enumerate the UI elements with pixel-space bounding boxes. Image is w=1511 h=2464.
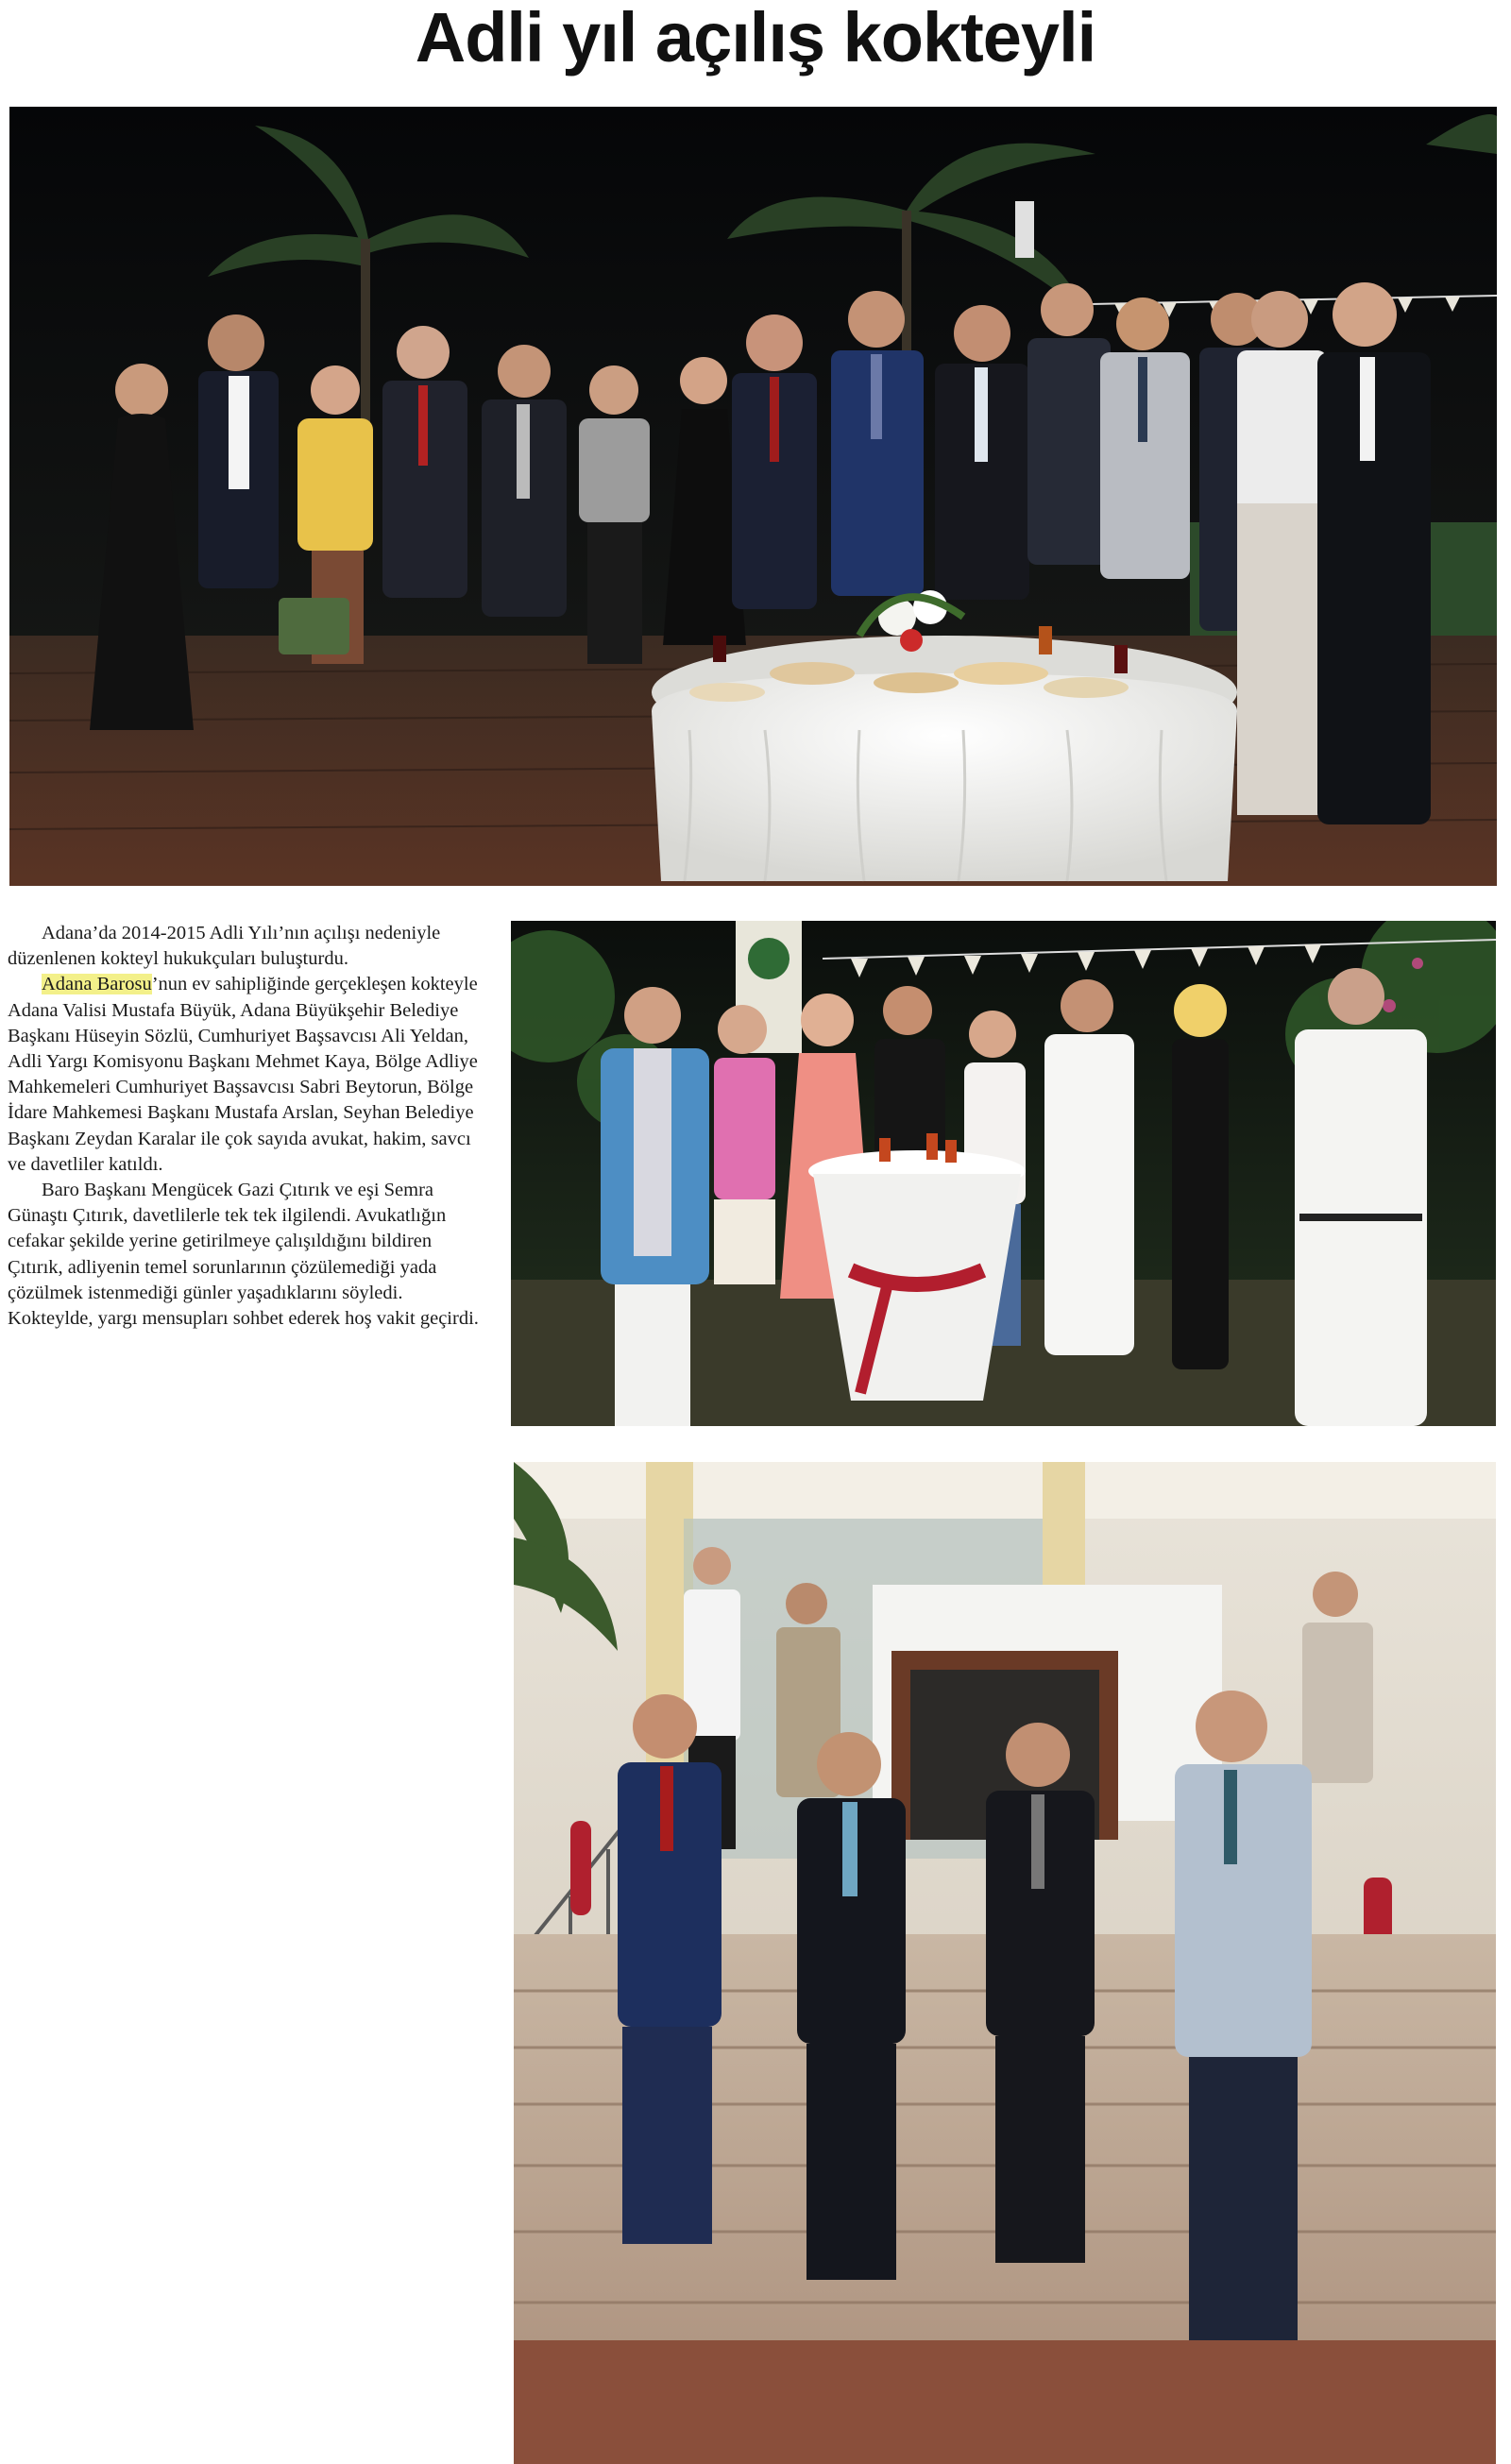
headline: Adli yıl açılış kokteyli bbox=[415, 0, 1096, 76]
article-paragraph-2 bbox=[8, 972, 489, 1178]
photo-guests-at-high-table bbox=[511, 921, 1496, 1426]
article-paragraph-2-text: ’nun ev sahipliğinde gerçekleşen kokteyle Adana Valisi Mustafa Büyük, Adana Büyükşehir Belediye Başkanı Hüseyin Sözlü, Cumhuriyet Başsavcısı Ali Yeldan, Adli Yargı Komisyonu Başkanı Mehmet Kaya, Bölge Adliye Mahkemeleri Cumhuriyet Başsavcısı Sabri Beytorun, Bölge İdare Mahkemesi Başkanı Mustafa Arslan, Seyhan Belediye Başkanı Zeydan Karalar ile çok sayıda avukat, hakim, savcı ve davetliler katıldı. bbox=[8, 974, 478, 1175]
article-body bbox=[8, 921, 489, 1332]
article-paragraph-1: Adana’da 2014-2015 Adli Yılı’nın açılışı nedeniyle düzenlenen kokteyl hukukçuları buluşturdu. bbox=[8, 923, 441, 970]
photo-officials-on-stairs bbox=[514, 1462, 1496, 2464]
article-paragraph-3: Baro Başkanı Mengücek Gazi Çıtırık ve eşi Semra Günaştı Çıtırık, davetlilerle tek tek ilgilendi. Avukatlığın cefakar şekilde yerine getirilmeye çalışıldığını bildiren Çıtırık, adliyenin temel sorunlarının çözülemediği yada çözülmek istenmediği günler yaşadıklarını söyledi. Kokteylde, yargı mensupları sohbet ederek hoş vakit geçirdi. bbox=[8, 1180, 479, 1330]
highlighted-text: Adana Barosu bbox=[42, 974, 152, 995]
photo-group-at-table bbox=[9, 107, 1497, 886]
